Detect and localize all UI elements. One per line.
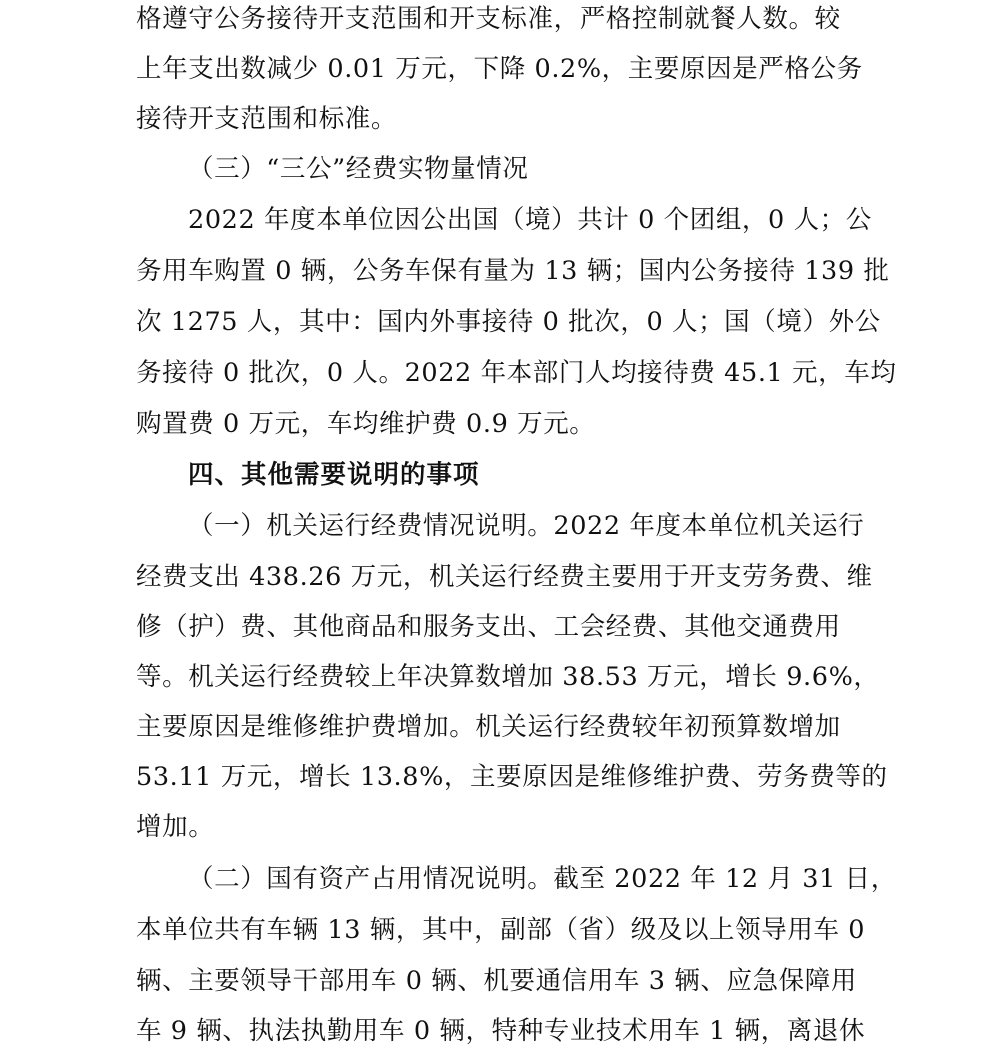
paragraph-line: 购置费 0 万元，车均维护费 0.9 万元。 [136, 409, 596, 439]
paragraph-line: 本单位共有车辆 13 辆，其中，副部（省）级及以上领导用车 0 [136, 915, 866, 945]
paragraph-line: 等。机关运行经费较上年决算数增加 38.53 万元，增长 9.6%， [136, 662, 880, 692]
paragraph-line: 增加。 [136, 812, 215, 842]
paragraph-line: 主要原因是维修维护费增加。机关运行经费较年初预算数增加 [136, 712, 841, 742]
paragraph-line: 务接待 0 批次，0 人。2022 年本部门人均接待费 45.1 元，车均 [136, 358, 897, 388]
paragraph-line: 经费支出 438.26 万元，机关运行经费主要用于开支劳务费、维 [136, 562, 873, 592]
paragraph-line: （一）机关运行经费情况说明。2022 年度本单位机关运行 [188, 511, 865, 541]
paragraph-line: 上年支出数减少 0.01 万元，下降 0.2%，主要原因是严格公务 [136, 54, 863, 84]
paragraph-line: （二）国有资产占用情况说明。截至 2022 年 12 月 31 日， [188, 864, 897, 894]
paragraph-line: 接待开支范围和标准。 [136, 104, 398, 134]
paragraph-line: 2022 年度本单位因公出国（境）共计 0 个团组，0 人；公 [188, 205, 872, 235]
paragraph-line: 务用车购置 0 辆，公务车保有量为 13 辆；国内公务接待 139 批 [136, 256, 890, 286]
paragraph-line: 格遵守公务接待开支范围和开支标准，严格控制就餐人数。较 [136, 4, 841, 34]
paragraph-line: 次 1275 人，其中：国内外事接待 0 批次，0 人；国（境）外公 [136, 307, 881, 337]
paragraph-line: 修（护）费、其他商品和服务支出、工会经费、其他交通费用 [136, 612, 841, 642]
paragraph-line: 辆、主要领导干部用车 0 辆、机要通信用车 3 辆、应急保障用 [136, 966, 857, 996]
section-subheading: （三）“三公”经费实物量情况 [188, 154, 529, 184]
section-heading: 四、其他需要说明的事项 [188, 460, 480, 490]
paragraph-line: 车 9 辆、执法执勤用车 0 辆，特种专业技术用车 1 辆，离退休 [136, 1016, 866, 1046]
paragraph-line: 53.11 万元，增长 13.8%，主要原因是维修维护费、劳务费等的 [136, 762, 888, 792]
